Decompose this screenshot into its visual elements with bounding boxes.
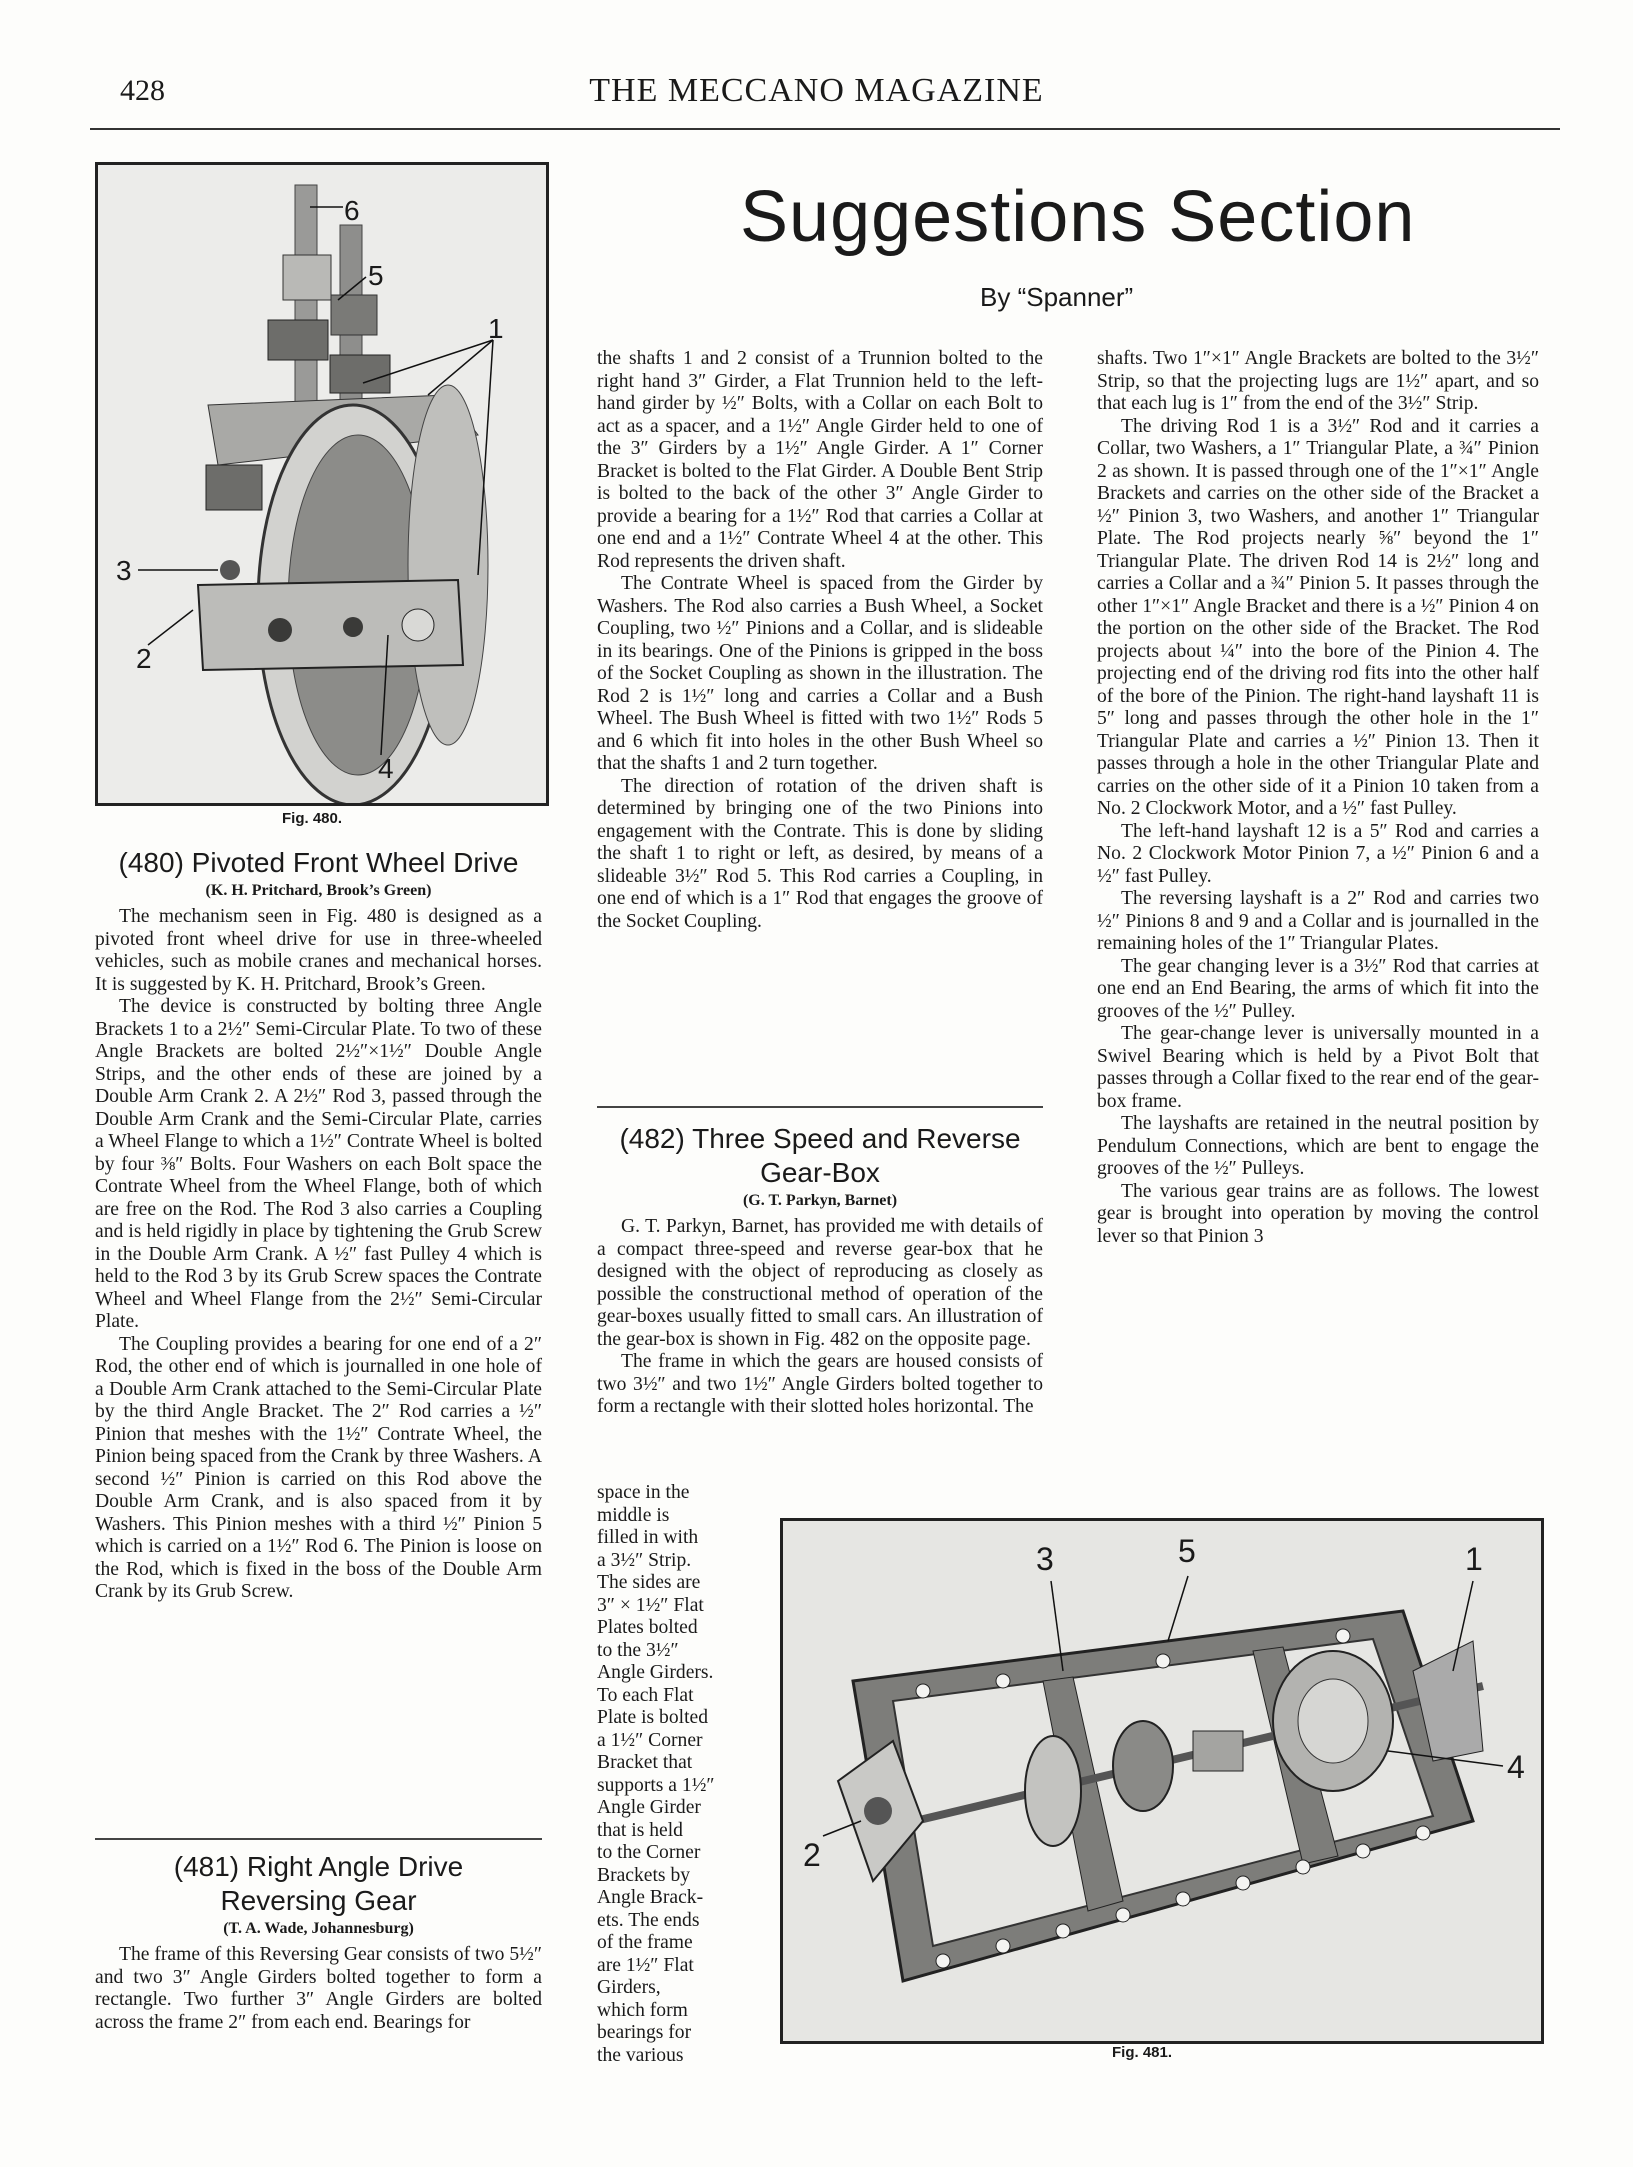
article-482-credit: (G. T. Parkyn, Barnet) [742,1192,898,1209]
article-482-heading-line2: Gear-Box [760,1157,880,1188]
text-line: Girders, [597,1977,661,1998]
text-line: a 3½″ Strip. [597,1549,692,1571]
figure-481-caption: Fig. 481. [1112,2044,1173,2061]
article-481-heading-line2: Reversing Gear [220,1885,417,1916]
article-480-credit: (K. H. Pritchard, Brook’s Green) [205,882,432,899]
running-head: THE MECCANO MAGAZINE [589,72,1044,109]
fig481-label-2: 2 [803,1837,821,1873]
article-482-paragraph: The gear changing lever is a 3½″ Rod that carries at one end an End Bearing, the arms of which fit into the grooves of the ½″ Pulley. [1097,955,1539,1022]
text-line: Angle Brack- [597,1887,704,1908]
text-line: Angle Girder [597,1797,701,1818]
article-481-heading: (481) Right Angle Drive [173,1851,464,1882]
section-title: Suggestions Section [740,177,1416,257]
article-480 [95,846,542,1604]
article-481-paragraph: the shafts 1 and 2 consist of a Trunnion bolted to the right hand 3″ Girder, a Flat Trunnion held to the left-hand girder by ½″ Bolts, with a Collar on each Bolt to act as a spacer, and a 1½″ Angle Girder held to one of the 3″ Girders by a 1½″ Angle Girder. A 1″ Corner Bracket is bolted to the Flat Girder. A Double Bent Strip is bolted to the back of the other 3″ Angle Girder to provide a bearing for a 1½″ Rod that carries a Collar at one end and a 1½″ Contrate Wheel 4 at the other. This Rod represents the driven shaft. [597,348,1043,572]
text-line: Bracket that [597,1752,693,1773]
fig481-label-5: 5 [1178,1533,1196,1569]
article-482-paragraph: The various gear trains are as follows. The lowest gear is brought into operation by moving the control lever so that Pinion 3 [1097,1180,1539,1247]
text-line: are 1½″ Flat [597,1954,694,1976]
text-line: filled in with [597,1527,699,1548]
text-line: to the Corner [597,1842,701,1863]
page-number: 428 [120,74,165,107]
article-482-paragraph: G. T. Parkyn, Barnet, has provided me with details of a compact three-speed and reverse gear-box that he designed with the object of reproducing as closely as possible the constructional method of operation of the gear-boxes usually fitted to small cars. An illustration of the gear-box is shown in Fig. 482 on the opposite page. [597,1216,1043,1350]
article-482-paragraph: The reversing layshaft is a 2″ Rod and carries two ½″ Pinions 8 and 9 and a Collar and is journalled in the remaining holes of the 1″ Triangular Plates. [1097,888,1539,954]
fig480-label-4: 4 [378,753,394,784]
byline: By “Spanner” [980,282,1134,312]
text-line: that is held [597,1819,683,1841]
article-482-paragraph: The left-hand layshaft 12 is a 5″ Rod and carries a No. 2 Clockwork Motor Pinion 7, a ½″ Pinion 6 and a ½″ fast Pulley. [1097,820,1539,887]
figure-480-caption: Fig. 480. [282,810,343,827]
article-482-paragraph: The layshafts are retained in the neutral position by Pendulum Connections, which are bent to engage the grooves of the ½″ Pulleys. [1097,1113,1539,1179]
text-line: to the 3½″ [597,1639,679,1661]
text-line: which form [597,1999,688,2021]
article-482 [597,1122,1043,1419]
fig480-label-3: 3 [116,555,132,586]
article-481-paragraph: The Contrate Wheel is spaced from the Girder by Washers. The Rod also carries a Bush Wheel, a Socket Coupling, two ½″ Pinions and a Collar, and is slideable in its bearings. One of the Pinions is gripped in the boss of the Socket Coupling as shown in the illustration. The Rod 2 is 1½″ long and carries a Collar and a Bush Wheel. The Bush Wheel is fitted with two 1½″ Rods 5 and 6 which fit into holes in the other Bush Wheel so that the shafts 1 and 2 turn together. [597,573,1043,774]
figure-481 [780,1518,1544,2044]
article-482-heading: (482) Three Speed and Reverse [619,1123,1021,1154]
text-line: bearings for [597,2022,692,2043]
text-line: the various [597,2044,684,2066]
article-481-paragraph: The frame of this Reversing Gear consists of two 5½″ and two 3″ Angle Girders bolted together to form a rectangle. Two further 3″ Angle Girders are bolted across the frame 2″ from each end. Bearings for [95,1944,542,2033]
text-line: To each Flat [597,1684,694,1706]
text-line: ets. The ends [597,1909,700,1931]
text-line: middle is [597,1504,670,1526]
article-482-right-column [1097,348,1539,1248]
article-482-paragraph: The gear-change lever is universally mounted in a Swivel Bearing which is held by a Pivot Bolt that passes through a Collar fixed to the rear end of the gear-box frame. [1097,1023,1539,1112]
text-line: Plate is bolted [597,1707,709,1728]
text-line: of the frame [597,1932,693,1953]
fig481-label-4: 4 [1507,1749,1525,1785]
article-481-paragraph: The direction of rotation of the driven shaft is determined by bringing one of the two Pinions into engagement with the Contrate. This is done by sliding the shaft 1 to right or left, as desired, by means of a slideable 3½″ Rod 5. This Rod carries a Coupling, in one end of which is a 1″ Rod that engages the groove of the Socket Coupling. [597,775,1043,932]
header-rule [90,128,1560,130]
article-480-paragraph: The mechanism seen in Fig. 480 is designed as a pivoted front wheel drive for use in three-wheeled vehicles, such as mobile cranes and mechanical horses. It is suggested by K. H. Pritchard, Brook’s Green. [95,906,542,995]
fig480-label-1: 1 [488,313,504,344]
fig481-label-3: 3 [1036,1541,1054,1577]
text-line: The sides are [597,1572,701,1593]
text-line: 3″ × 1½″ Flat [597,1594,704,1616]
article-480-paragraph: The Coupling provides a bearing for one end of a 2″ Rod, the other end of which is journalled in one hole of a Double Arm Crank attached to the Semi-Circular Plate by the third Angle Bracket. The 2″ Rod carries a ½″ Pinion that meshes with the 1½″ Contrate Wheel, the Pinion being spaced from the Crank by three Washers. A second ½″ Pinion is carried on this Rod above the Double Arm Crank, and is also spaced from it by Washers. This Pinion meshes with a third ½″ Pinion 5 which is carried on a 1½″ Rod 6. The Pinion is loose on the Rod, which is fixed in the boss of the Double Arm Crank by its Grub Screw. [95,1333,542,1602]
article-482-narrow-column [597,1482,742,2067]
text-line: a 1½″ Corner [597,1729,703,1751]
text-line: supports a 1½″ [597,1774,715,1796]
fig480-label-5: 5 [368,260,384,291]
figure-481-illustration [783,1521,1541,2041]
text-line: Plates bolted [597,1617,698,1638]
article-481-continued [597,348,1043,933]
divider [95,1838,542,1840]
article-482-paragraph: The frame in which the gears are housed consists of two 3½″ and two 1½″ Angle Girders bolted together to form a rectangle with their slotted holes horizontal. The [597,1351,1043,1417]
text-line: Angle Girders. [597,1662,714,1683]
article-481-credit: (T. A. Wade, Johannesburg) [223,1920,414,1937]
text-line: space in the [597,1482,690,1503]
fig481-label-1: 1 [1465,1541,1483,1577]
text-line: Brackets by [597,1864,691,1886]
article-482-paragraph: shafts. Two 1″×1″ Angle Brackets are bolted to the 3½″ Strip, so that the projecting lugs are 1½″ apart, and so that each lug is 1″ from the end of the 3½″ Strip. [1097,348,1539,414]
figure-480-illustration [98,165,546,803]
figure-480 [95,162,549,806]
divider [597,1106,1043,1108]
article-482-paragraph: The driving Rod 1 is a 3½″ Rod and it carries a Collar, two Washers, a 1″ Triangular Plate, a ¾″ Pinion 2 as shown. It is passed through one of the 1″×1″ Angle Brackets and carries on the other side of the Bracket a ½″ Pinion 3, two Washers, and another 1″ Triangular Plate. The Rod projects nearly ⅝″ beyond the 1″ Triangular Plate. The driven Rod 14 is 2½″ long and carries a Collar and a ¾″ Pinion 5. It passes through the other 1″×1″ Angle Bracket and there is a ½″ Pinion 4 on the portion on the other side of the Bracket. The Rod projects about ¼″ into the bore of the Pinion 4. The projecting end of the driving rod fits into the other half of the bore of the Pinion. The right-hand layshaft 11 is 5″ long and passes through the other hole in the 1″ Triangular Plate and carries a ½″ Pinion 13. Then it passes through a hole in the other Triangular Plate and carries on the other side of it a Pinion 10 taken from a No. 2 Clockwork Motor, and a ½″ fast Pulley. [1097,415,1539,819]
fig480-label-2: 2 [136,643,152,674]
article-480-heading: (480) Pivoted Front Wheel Drive [118,847,519,878]
fig480-label-6: 6 [344,195,360,226]
article-481 [95,1850,542,2034]
article-480-paragraph: The device is constructed by bolting three Angle Brackets 1 to a 2½″ Semi-Circular Plate. To two of these Angle Brackets are bolted 2½″×1½″ Double Angle Strips, and the other ends of these are joined by a Double Arm Crank 2. A 2½″ Rod 3, passed through the Double Arm Crank and the Semi-Circular Plate, carries a Wheel Flange to which a 1½″ Contrate Wheel is bolted by four ⅜″ Bolts. Four Washers on each Bolt space the Contrate Wheel from the Wheel Flange, both of which are free on the Rod. The Rod 3 also carries a Coupling and is held rigidly in place by tightening the Grub Screw in the Double Arm Crank. A ½″ fast Pulley 4 which is held to the Rod 3 by its Grub Screw spaces the Contrate Wheel and Wheel Flange from the 2½″ Semi-Circular Plate. [95,996,542,1332]
